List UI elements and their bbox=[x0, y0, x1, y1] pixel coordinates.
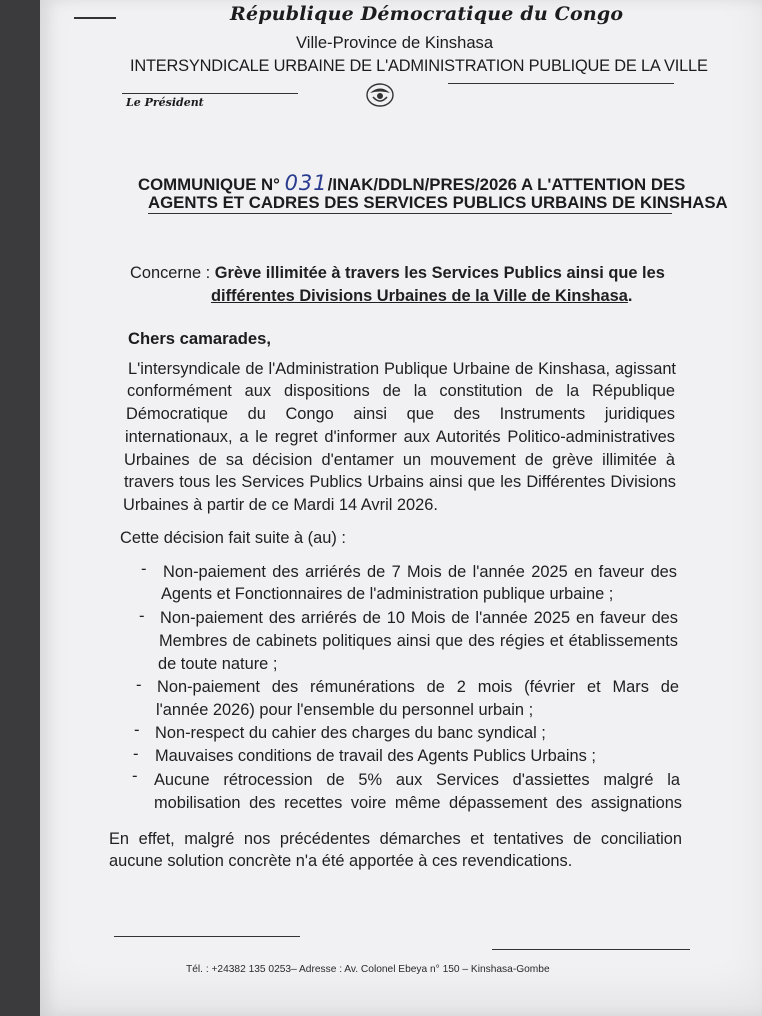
concerne-block bbox=[130, 262, 665, 284]
communique-number: 031 bbox=[284, 171, 328, 195]
concerne-subject-line1: Grève illimitée à travers les Services Publics ainsi que les bbox=[214, 264, 665, 282]
bullet-2-line-1: Non-paiement des arriérés de 10 Mois de l'année 2025 en faveur des bbox=[160, 609, 678, 627]
organization-heading: INTERSYNDICALE URBAINE DE L'ADMINISTRATION PUBLIQUE DE LA VILLE bbox=[130, 57, 708, 75]
top-left-rule bbox=[74, 17, 116, 19]
concerne-label: Concerne : bbox=[130, 264, 211, 282]
footer-rule-left bbox=[114, 936, 300, 937]
bullet-marker: - bbox=[134, 720, 140, 739]
intro-line-3: Démocratique du Congo ainsi que des Instruments juridiques bbox=[126, 405, 675, 423]
closing-line-1: En effet, malgré nos précédentes démarches et tentatives de conciliation bbox=[109, 830, 682, 848]
concerne-subject-line2: différentes Divisions Urbaines de la Ville de Kinshasa bbox=[211, 287, 628, 305]
salutation: Chers camarades, bbox=[128, 329, 271, 348]
concerne-subject-line2-wrap bbox=[211, 285, 632, 307]
intro-line-2: conformément aux dispositions de la constitution de la République bbox=[127, 382, 675, 400]
concerne-period: . bbox=[627, 287, 633, 305]
bullet-3-line-1: Non-paiement des rémunérations de 2 mois (février et Mars de bbox=[157, 678, 679, 696]
intro-line-4: internationaux, a le regret d'informer aux Autorités Politico-administratives bbox=[125, 428, 675, 446]
bullet-marker: - bbox=[139, 606, 145, 625]
bullet-5-line-1: Mauvaises conditions de travail des Agents Publics Urbains ; bbox=[155, 747, 596, 765]
communique-reference: /INAK/DDLN/PRES/2026 A L'ATTENTION DES bbox=[327, 175, 686, 194]
coat-of-arms-emblem bbox=[362, 80, 398, 110]
decision-intro: Cette décision fait suite à (au) : bbox=[120, 529, 346, 547]
bullet-6-line-2: mobilisation des recettes voire même dépassement des assignations bbox=[154, 794, 682, 812]
country-heading: République Démocratique du Congo bbox=[230, 3, 624, 25]
bullet-2-line-2: Membres de cabinets politiques ainsi que des régies et établissements bbox=[159, 632, 678, 650]
bullet-1-line-2: Agents et Fonctionnaires de l'administration publique urbaine ; bbox=[161, 585, 614, 603]
intro-line-1: L'intersyndicale de l'Administration Publique Urbaine de Kinshasa, agissant bbox=[128, 360, 676, 378]
header-rule-left bbox=[122, 93, 298, 94]
communique-prefix: COMMUNIQUE N° bbox=[138, 175, 280, 194]
bullet-4-line-1: Non-respect du cahier des charges du banc syndical ; bbox=[155, 724, 546, 742]
document-page bbox=[40, 0, 762, 1016]
header-rule-right bbox=[448, 83, 674, 84]
communique-title-line1 bbox=[138, 171, 685, 195]
intro-line-5: Urbaines de sa décision d'entamer un mouvement de grève illimitée à bbox=[124, 451, 675, 469]
signatory-label: Le Président bbox=[126, 96, 204, 109]
footer-contact: Tél. : +24382 135 0253– Adresse : Av. Colonel Ebeya n° 150 – Kinshasa-Gombe bbox=[186, 964, 550, 975]
bullet-marker: - bbox=[133, 744, 139, 763]
bullet-marker: - bbox=[141, 559, 147, 578]
footer-rule-right bbox=[492, 949, 690, 950]
bullet-6-line-1: Aucune rétrocession de 5% aux Services d'assiettes malgré la bbox=[154, 771, 680, 789]
bullet-marker: - bbox=[132, 766, 138, 785]
province-heading: Ville-Province de Kinshasa bbox=[296, 33, 494, 52]
intro-line-6: travers tous les Services Publics Urbains ainsi que les Différentes Divisions bbox=[124, 473, 676, 491]
bullet-3-line-2: l'année 2026) pour l'ensemble du personnel urbain ; bbox=[156, 701, 534, 719]
bullet-2-line-3: de toute nature ; bbox=[158, 655, 278, 673]
communique-title-line2: AGENTS ET CADRES DES SERVICES PUBLICS URBAINS DE KINSHASA bbox=[148, 193, 728, 212]
title-underline bbox=[148, 213, 672, 214]
bullet-marker: - bbox=[136, 675, 142, 694]
intro-line-7: Urbaines à partir de ce Mardi 14 Avril 2026. bbox=[123, 496, 438, 514]
bullet-1-line-1: Non-paiement des arriérés de 7 Mois de l'année 2025 en faveur des bbox=[163, 563, 677, 581]
closing-line-2: aucune solution concrète n'a été apportée à ces revendications. bbox=[109, 852, 573, 870]
